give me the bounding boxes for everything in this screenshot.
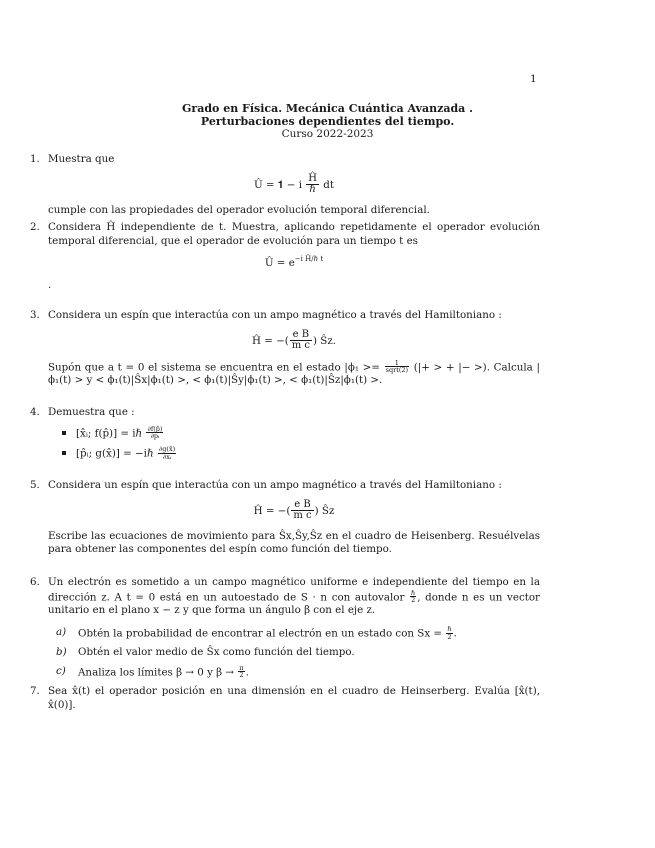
fraction-denominator: ℏ [309, 184, 316, 196]
fraction-numerator: e B [290, 330, 312, 342]
intro-post: , donde n es un vector unitario en el plano x − z y que forma un ángulo β con el eje z. [48, 590, 540, 617]
bullet-item [62, 426, 540, 441]
after-post: (|+ > + |− >). Calcula |ϕ₁(t) > y < ϕ₁(t)|Ŝx|ϕ₁(t) >, < ϕ₁(t)|Ŝy|ϕ₁(t) >, < ϕ₁(t)|Ŝz|ϕ₁(t) >. [48, 360, 540, 387]
state-fraction [385, 360, 409, 375]
subitem-c [56, 665, 540, 680]
problem-number: 4. [30, 406, 40, 418]
fraction-numerator: ∂g(x̂) [158, 445, 176, 454]
fraction-denominator: 2 [239, 671, 244, 680]
fraction-denominator: ∂pᵢ [150, 432, 160, 441]
commutator-2: [p̂ᵢ; g(x̂)] = −iℏ [76, 447, 154, 460]
problem-5 [30, 479, 540, 557]
fraction-denominator: 2 [411, 596, 416, 605]
sx-fraction [446, 626, 452, 641]
equation [48, 255, 540, 271]
subitem-label: b) [56, 645, 67, 658]
document-header [0, 102, 655, 142]
eq-exponent: −i Ĥ/ℏ t [294, 255, 324, 264]
commutator-1: [x̂ᵢ; f(p̂)] = iℏ [76, 426, 143, 439]
problem-intro: Considera Ĥ independiente de t. Muestra, aplicando repetidamente el operador evolución temporal diferencial, que el operador de evolución para un tiempo t es [48, 221, 540, 247]
eq-rhs: ) Ŝz [314, 504, 335, 517]
page-number: 1 [530, 73, 537, 85]
title-line-1: Grado en Física. Mecánica Cuántica Avanzada . [182, 102, 473, 115]
eigenvalue-fraction [410, 590, 416, 605]
course-line: Curso 2022-2023 [281, 128, 374, 141]
problem-after: cumple con las propiedades del operador evolución temporal diferencial. [48, 203, 430, 216]
subitem-c-post: . [245, 665, 249, 678]
after-pre: Supón que a t = 0 el sistema se encuentra en el estado |ϕ₁ >= [48, 360, 380, 373]
subitem-a [56, 626, 540, 641]
fraction-denominator: sqrt(2) [385, 366, 409, 375]
subitem-b [56, 646, 540, 660]
problem-intro: Demuestra que : [48, 406, 135, 418]
problem-2 [30, 221, 540, 292]
equation [48, 500, 540, 522]
bullet-item [62, 446, 540, 461]
problem-number: 5. [30, 479, 40, 491]
eq-base: Û = e [264, 257, 295, 270]
fraction-numerator: ℏ [411, 588, 416, 597]
eq-fraction [290, 330, 312, 352]
problem-intro [48, 576, 540, 618]
problem-4 [30, 406, 540, 462]
subitem-a-post: . [453, 627, 457, 640]
title-line-2: Perturbaciones dependientes del tiempo. [200, 115, 455, 129]
eq-lhs: Û = 𝟏 − i [253, 178, 302, 191]
subitem-b-text: Obtén el valor medio de Ŝx como función del tiempo. [78, 645, 355, 658]
fraction-denominator: m c [293, 510, 312, 522]
problem-text: Sea x̂(t) el operador posición en una dimensión en el cuadro de Heinserberg. Evalúa [x̂(t), x̂(0)]. [48, 685, 540, 711]
fraction-numerator: ∂f(p̂) [147, 424, 163, 433]
problem-number: 6. [30, 576, 40, 588]
fraction-numerator: ℏ [447, 625, 452, 634]
fraction-numerator: Ĥ [308, 172, 318, 184]
pi-fraction [238, 665, 244, 680]
problem-number: 1. [30, 153, 40, 165]
fraction-denominator: ∂xᵢ [162, 453, 172, 462]
eq-lhs: Ĥ = −( [251, 334, 289, 347]
intro-pre: Un electrón es sometido a un campo magnético uniforme e independiente del tiempo en la dirección z. A t = 0 está en un autoestado de S · n con autovalor [48, 576, 540, 603]
problem-after: Escribe las ecuaciones de movimiento para Ŝx,Ŝy,Ŝz en el cuadro de Heisenberg. Resuélvelas para obtener las componentes del espín como función del tiempo. [48, 529, 540, 556]
problem-intro: Considera un espín que interactúa con un ampo magnético a través del Hamiltoniano : [48, 309, 502, 321]
fraction-denominator: m c [291, 340, 311, 352]
eq-rhs: dt [323, 178, 335, 191]
problem-after: . [48, 278, 52, 291]
problem-after [48, 360, 540, 388]
fraction-numerator: π [239, 663, 244, 672]
problem-number: 3. [30, 309, 40, 321]
subitem-label: c) [56, 664, 66, 677]
subitem-a-text: Obtén la probabilidad de encontrar al electrón en un estado con Sx = [78, 627, 443, 640]
problem-number: 2. [30, 221, 40, 233]
problem-7 [30, 685, 540, 712]
fraction-numerator: 1 [385, 360, 409, 368]
problem-intro: Muestra que [48, 153, 115, 165]
equation [48, 174, 540, 196]
fraction-numerator: e B [291, 500, 313, 512]
equation [48, 330, 540, 352]
problem-6 [30, 576, 540, 680]
derivative-fraction [146, 426, 163, 441]
eq-lhs: Ĥ = −( [253, 504, 291, 517]
eq-rhs: ) Ŝz. [313, 334, 337, 347]
problem-number: 7. [30, 685, 40, 697]
derivative-fraction [158, 446, 176, 461]
problem-1 [30, 153, 540, 217]
eq-fraction [306, 174, 319, 196]
problem-3 [30, 309, 540, 388]
fraction-denominator: 2 [447, 632, 452, 641]
subitem-c-text: Analiza los límites β → 0 y β → [78, 665, 235, 678]
eq-fraction [291, 500, 313, 522]
problem-intro: Considera un espín que interactúa con un ampo magnético a través del Hamiltoniano : [48, 479, 502, 491]
subitem-label: a) [56, 626, 67, 639]
